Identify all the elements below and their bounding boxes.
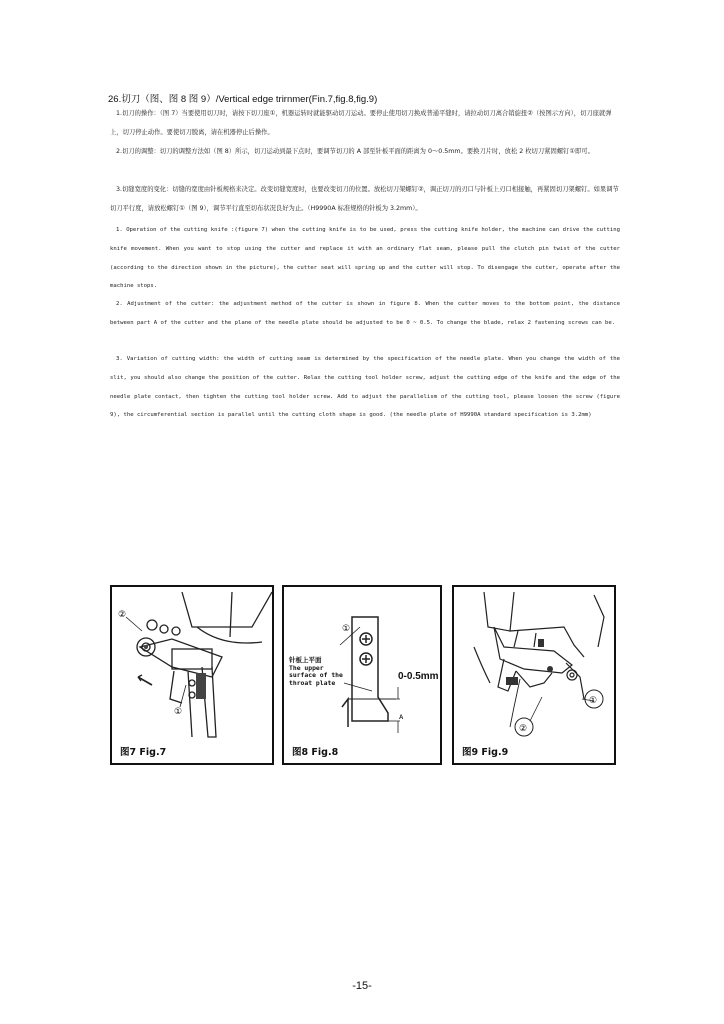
fig7-marker-2: ② xyxy=(118,610,127,620)
figure-8-caption: 图8 Fig.8 xyxy=(292,747,339,758)
fig8-label-en-3: throat plate xyxy=(289,678,336,687)
fig8-label-en-1: The upper xyxy=(289,663,324,672)
page-number: -15- xyxy=(352,980,372,992)
en-paragraph-2: 2. Adjustment of the cutter: the adjustment method of the cutter is shown in figure 8. When the cutter moves to the bottom point, the distance between part A of the cutter and the plane of the needle plate should be adjusted to be 0 ~ 0.5. To change the blade, relax 2 fastening screws can be. xyxy=(110,301,620,326)
fig9-marker-2: ② xyxy=(519,724,528,734)
figure-7 xyxy=(110,585,274,765)
figure-8 xyxy=(282,585,442,765)
figure-9 xyxy=(452,585,616,765)
fig8-label xyxy=(289,657,343,687)
fig7-marker-1: ① xyxy=(174,707,183,717)
en-paragraph-3: 3. Variation of cutting width: the width of cutting seam is determined by the specification of the needle plate. When you change the width of the slit, you should also change the position of the cutter. Relax the cutting tool holder screw, adjust the cutting edge of the knife and the edge of the needle plate contact, then tighten the cutting tool holder screw. Add to adjust the parallelism of the cutting tool, please loosen the screw (figure 9), the circumferential section is parallel until the cutting cloth shape is good. (the needle plate of H9990A standard specification is 3.2mm) xyxy=(110,356,620,419)
cn-paragraph-1: 1.切刀的操作：（图 7）当要使用切刀时，请按下切刀座①，机器运转时就能驱动切刀运动。要停止使用切刀换成普通平缝时，请拉动切刀离合销旋扭②（按图示方向），切刀座就弹上，切刀停止动作。要使切刀脱离，请在机器停止后操作。 xyxy=(110,110,612,136)
fig9-marker-1: ① xyxy=(589,696,598,706)
en-paragraph-1: 1. Operation of the cutting knife :(figure 7) when the cutting knife is to be used, press the cutting knife holder, the machine can drive the cutting knife movement. When you want to stop using the cutter and replace it with an ordinary flat seam, please pull the clutch pin twist of the cutter (according to the direction shown in the picture), the cutter seat will spring up and the cutter will stop. To disengage the cutter, operate after the machine stops. xyxy=(110,227,620,290)
section-title: 26.切刀（图、图 8 图 9）/Vertical edge trirnmer(Fin.7,fig.8,fig.9) xyxy=(108,94,378,105)
figure-7-caption: 图7 Fig.7 xyxy=(120,747,167,758)
fig8-marker-1: ① xyxy=(342,624,351,634)
fig8-dimension: 0-0.5mm xyxy=(398,671,439,682)
cn-paragraph-3: 3.切缝宽度的变化：切缝的宽度由针板规格来决定。改变切缝宽度时，也要改变切刀的位置。放松切刀架螺钉②，调正切刀的刃口与针板上刃口相接触，再紧固切刀架螺钉。如果调节切刀平行度，请放松螺钉①（图 9），调节平行直至切布状况良好为止。（H9990A 标准规格的针板为 3.2mm）。 xyxy=(110,186,619,212)
figure-row xyxy=(110,585,616,767)
cn-paragraph-2: 2.切刀的调整：切刀的调整方法如（图 8）所示，切刀运动到最下点时，要调节切刀的 A 部至针板平面的距离为 0～0.5mm。要换刀片时，放松 2 枚切刀紧固螺钉①即可。 xyxy=(116,148,594,155)
figure-7-drawing xyxy=(112,587,272,763)
fig8-label-cn: 针板上平面 xyxy=(289,656,322,664)
figure-9-caption: 图9 Fig.9 xyxy=(462,747,509,758)
fig8-label-en-2: surface of the xyxy=(289,671,343,679)
figure-9-drawing xyxy=(454,587,614,763)
fig8-point-a: A xyxy=(399,715,404,721)
